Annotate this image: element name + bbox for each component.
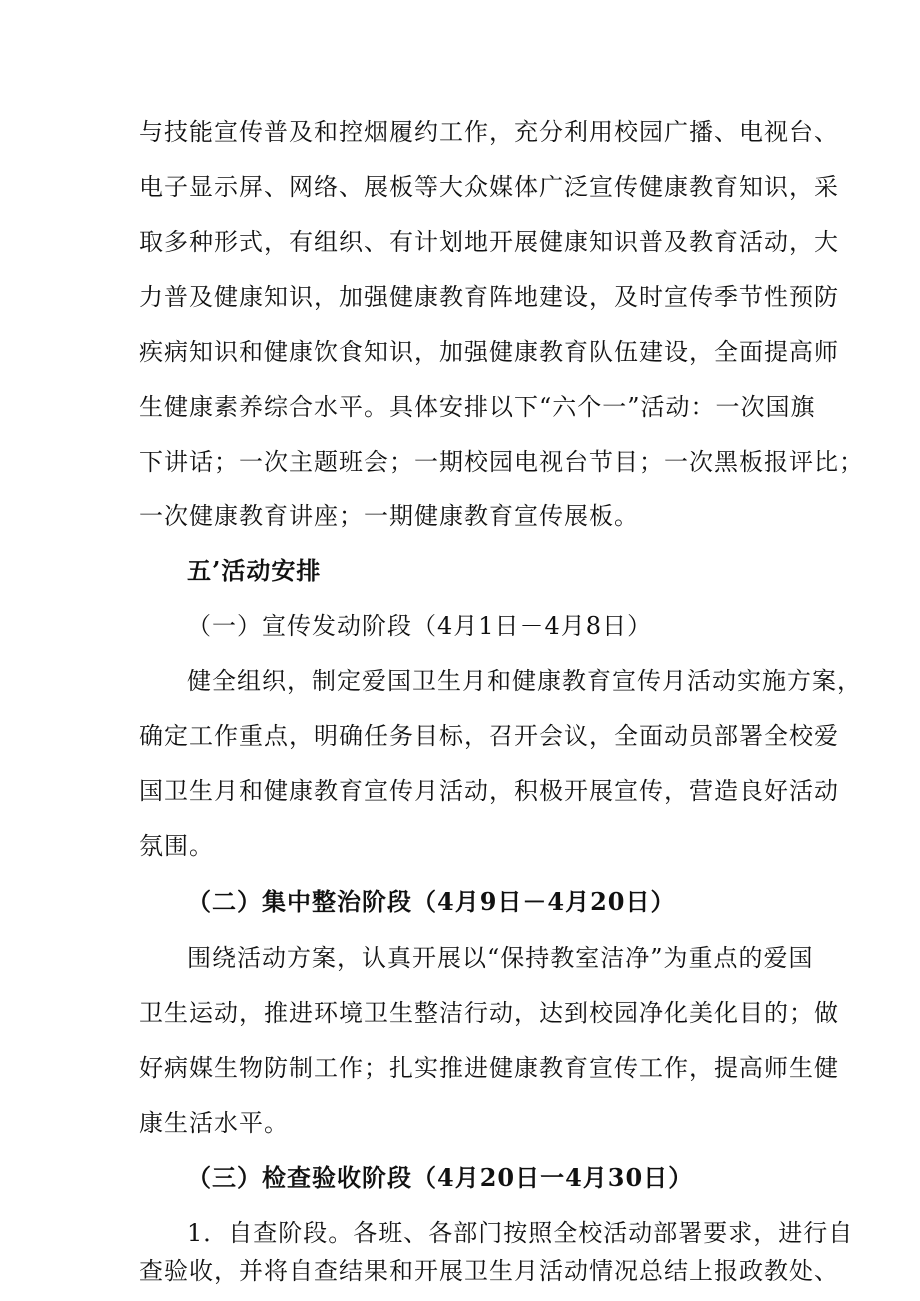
body-line: 1．自查阶段。各班、各部门按照全校活动部署要求，进行自 [187,1219,854,1247]
body-line: 一次健康教育讲座；一期健康教育宣传展板。 [139,502,639,530]
body-line: 下讲话；一次主题班会；一期校园电视台节目；一次黑板报评比； [139,448,864,476]
body-line: 电子显示屏、网络、展板等大众媒体广泛宣传健康教育知识，采 [139,173,839,201]
body-line: 疾病知识和健康饮食知识，加强健康教育队伍建设，全面提高师 [139,338,839,366]
body-line: 健全组织，制定爱国卫生月和健康教育宣传月活动实施方案， [187,667,862,695]
stage-heading: （一）宣传发动阶段（4月1日－4月8日） [187,612,653,640]
stage-heading: （三）检查验收阶段（4月20日一4月30日） [187,1163,694,1192]
body-line: 查验收，并将自查结果和开展卫生月活动情况总结上报政教处、 [139,1257,839,1285]
body-line: 康生活水平。 [139,1109,289,1137]
body-line: 好病媒生物防制工作；扎实推进健康教育宣传工作，提高师生健 [139,1054,839,1082]
body-line: 氛围。 [139,832,214,860]
body-line: 国卫生月和健康教育宣传月活动，积极开展宣传，营造良好活动 [139,777,839,805]
body-line: 力普及健康知识，加强健康教育阵地建设，及时宣传季节性预防 [139,283,839,311]
body-line: 生健康素养综合水平。具体安排以下“六个一”活动：一次国旗 [139,393,816,421]
body-line: 与技能宣传普及和控烟履约工作，充分利用校园广播、电视台、 [139,118,839,146]
stage-heading: （二）集中整治阶段（4月9日－4月20日） [187,887,676,916]
body-line: 卫生运动，推进环境卫生整洁行动，达到校园净化美化目的；做 [139,999,839,1027]
body-line: 围绕活动方案，认真开展以“保持教室洁净”为重点的爱国 [187,944,814,972]
body-line: 取多种形式，有组织、有计划地开展健康知识普及教育活动，大 [139,228,839,256]
body-line: 确定工作重点，明确任务目标，召开会议，全面动员部署全校爱 [139,722,839,750]
section-heading: 五’活动安排 [187,556,322,585]
